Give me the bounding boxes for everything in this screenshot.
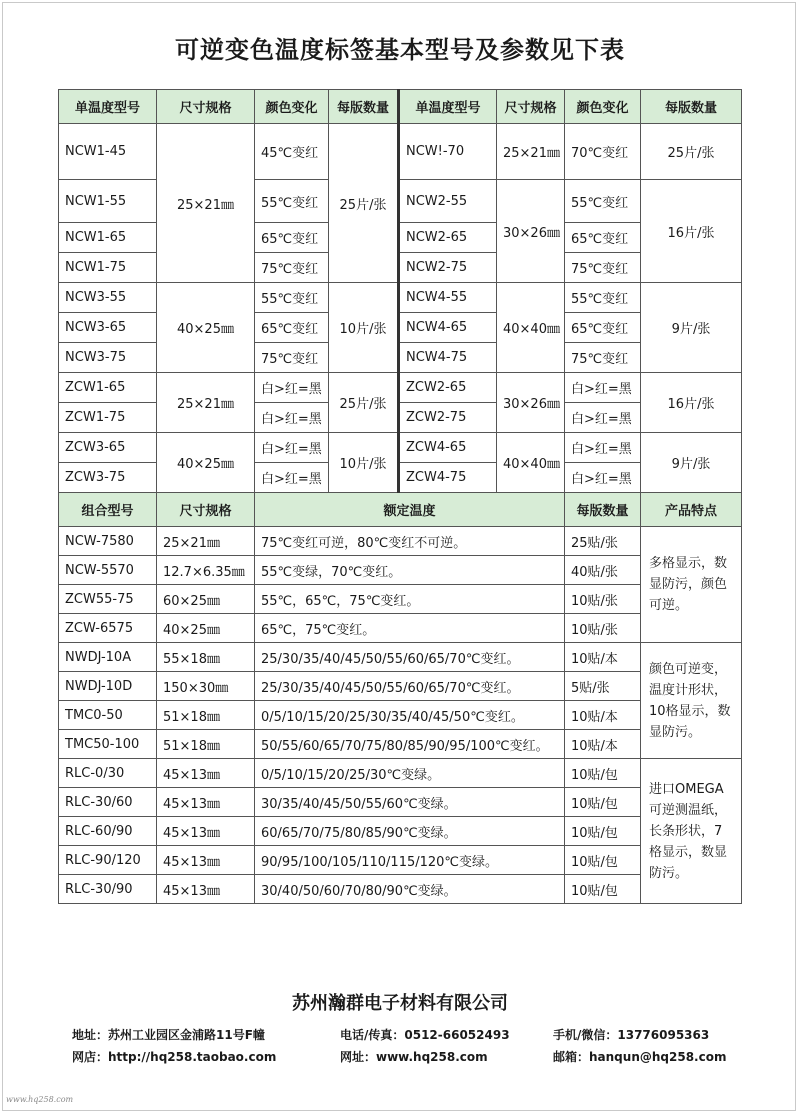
color-cell: 55℃变红 bbox=[565, 283, 641, 313]
table-row bbox=[59, 759, 742, 788]
qty-cell: 25贴/张 bbox=[565, 527, 641, 556]
model-cell: RLC-30/90 bbox=[59, 875, 157, 904]
email-link[interactable]: 邮箱：hanqun@hq258.com bbox=[553, 1050, 727, 1064]
col-header: 尺寸规格 bbox=[157, 90, 255, 124]
qty-cell: 5贴/张 bbox=[565, 672, 641, 701]
color-cell: 65℃变红 bbox=[255, 223, 329, 253]
table-row bbox=[59, 585, 742, 614]
temp-cell: 65℃，75℃变红。 bbox=[255, 614, 565, 643]
size-cell: 30×26㎜ bbox=[497, 373, 565, 433]
model-cell: NCW3-55 bbox=[59, 283, 157, 313]
qty-cell: 10贴/张 bbox=[565, 585, 641, 614]
model-cell: ZCW1-65 bbox=[59, 373, 157, 403]
temp-cell: 55℃，65℃，75℃变红。 bbox=[255, 585, 565, 614]
size-cell: 51×18㎜ bbox=[157, 701, 255, 730]
model-cell: NCW3-65 bbox=[59, 313, 157, 343]
color-cell: 55℃变红 bbox=[565, 180, 641, 223]
size-cell: 40×40㎜ bbox=[497, 433, 565, 493]
color-cell: 75℃变红 bbox=[565, 253, 641, 283]
temp-cell: 60/65/70/75/80/85/90℃变绿。 bbox=[255, 817, 565, 846]
model-cell: ZCW4-75 bbox=[399, 463, 497, 493]
model-cell: NCW4-75 bbox=[399, 343, 497, 373]
model-cell: ZCW-6575 bbox=[59, 614, 157, 643]
col-header: 额定温度 bbox=[255, 493, 565, 527]
table-row bbox=[59, 373, 742, 403]
size-cell: 45×13㎜ bbox=[157, 788, 255, 817]
color-cell: 白>红=黑 bbox=[565, 403, 641, 433]
size-cell: 55×18㎜ bbox=[157, 643, 255, 672]
size-cell: 40×40㎜ bbox=[497, 283, 565, 373]
size-cell: 25×21㎜ bbox=[497, 124, 565, 180]
color-cell: 白>红=黑 bbox=[255, 463, 329, 493]
size-cell: 40×25㎜ bbox=[157, 614, 255, 643]
model-cell: RLC-30/60 bbox=[59, 788, 157, 817]
feature-cell: 颜色可逆变，温度计形状，10格显示，数显防污。 bbox=[641, 643, 742, 759]
model-cell: ZCW2-75 bbox=[399, 403, 497, 433]
address-text: 地址：苏州工业园区金浦路11号F幢 bbox=[72, 1028, 265, 1042]
qty-cell: 10片/张 bbox=[329, 283, 399, 373]
table-row bbox=[59, 817, 742, 846]
mobile-text: 手机/微信：13776095363 bbox=[553, 1028, 710, 1042]
model-cell: NCW4-65 bbox=[399, 313, 497, 343]
col-header: 单温度型号 bbox=[399, 90, 497, 124]
qty-cell: 9片/张 bbox=[641, 433, 742, 493]
color-cell: 75℃变红 bbox=[565, 343, 641, 373]
size-cell: 45×13㎜ bbox=[157, 846, 255, 875]
model-cell: NCW-7580 bbox=[59, 527, 157, 556]
qty-cell: 25片/张 bbox=[641, 124, 742, 180]
col-header: 单温度型号 bbox=[59, 90, 157, 124]
model-cell: RLC-90/120 bbox=[59, 846, 157, 875]
temp-cell: 30/35/40/45/50/55/60℃变绿。 bbox=[255, 788, 565, 817]
model-cell: ZCW4-65 bbox=[399, 433, 497, 463]
temp-cell: 55℃变绿，70℃变红。 bbox=[255, 556, 565, 585]
size-cell: 12.7×6.35㎜ bbox=[157, 556, 255, 585]
col-header: 颜色变化 bbox=[565, 90, 641, 124]
table-row bbox=[59, 846, 742, 875]
model-cell: RLC-60/90 bbox=[59, 817, 157, 846]
color-cell: 55℃变红 bbox=[255, 180, 329, 223]
tel-text: 电话/传真：0512-66052493 bbox=[340, 1028, 510, 1042]
table-row bbox=[59, 672, 742, 701]
size-cell: 40×25㎜ bbox=[157, 433, 255, 493]
qty-cell: 10贴/本 bbox=[565, 643, 641, 672]
qty-cell: 10贴/包 bbox=[565, 817, 641, 846]
temp-cell: 75℃变红可逆，80℃变红不可逆。 bbox=[255, 527, 565, 556]
table-row bbox=[59, 701, 742, 730]
size-cell: 51×18㎜ bbox=[157, 730, 255, 759]
color-cell: 65℃变红 bbox=[565, 313, 641, 343]
size-cell: 30×26㎜ bbox=[497, 180, 565, 283]
feature-cell: 多格显示，数显防污，颜色可逆。 bbox=[641, 527, 742, 643]
table-row bbox=[59, 433, 742, 463]
size-cell: 25×21㎜ bbox=[157, 124, 255, 283]
qty-cell: 10贴/本 bbox=[565, 730, 641, 759]
qty-cell: 10贴/包 bbox=[565, 759, 641, 788]
temp-cell: 25/30/35/40/45/50/55/60/65/70℃变红。 bbox=[255, 643, 565, 672]
qty-cell: 10片/张 bbox=[329, 433, 399, 493]
col-header: 尺寸规格 bbox=[497, 90, 565, 124]
table-row bbox=[59, 283, 742, 313]
col-header: 每版数量 bbox=[565, 493, 641, 527]
qty-cell: 40贴/张 bbox=[565, 556, 641, 585]
temp-cell: 0/5/10/15/20/25/30℃变绿。 bbox=[255, 759, 565, 788]
company-name: 苏州瀚群电子材料有限公司 bbox=[292, 993, 508, 1014]
model-cell: NCW2-75 bbox=[399, 253, 497, 283]
model-cell: NWDJ-10A bbox=[59, 643, 157, 672]
qty-cell: 16片/张 bbox=[641, 373, 742, 433]
qty-cell: 10贴/包 bbox=[565, 875, 641, 904]
color-cell: 白>红=黑 bbox=[565, 463, 641, 493]
color-cell: 白>红=黑 bbox=[255, 433, 329, 463]
single-header-row bbox=[59, 90, 742, 124]
shop-link[interactable]: 网店：http://hq258.taobao.com bbox=[72, 1050, 277, 1064]
model-cell: NCW2-55 bbox=[399, 180, 497, 223]
model-cell: NCW1-75 bbox=[59, 253, 157, 283]
qty-cell: 25片/张 bbox=[329, 124, 399, 283]
size-cell: 150×30㎜ bbox=[157, 672, 255, 701]
col-header: 颜色变化 bbox=[255, 90, 329, 124]
size-cell: 45×13㎜ bbox=[157, 875, 255, 904]
col-header: 尺寸规格 bbox=[157, 493, 255, 527]
model-cell: RLC-0/30 bbox=[59, 759, 157, 788]
model-cell: ZCW2-65 bbox=[399, 373, 497, 403]
watermark: www.hq258.com bbox=[6, 1095, 74, 1104]
model-cell: NCW1-45 bbox=[59, 124, 157, 180]
color-cell: 55℃变红 bbox=[255, 283, 329, 313]
size-cell: 25×21㎜ bbox=[157, 373, 255, 433]
col-header: 产品特点 bbox=[641, 493, 742, 527]
page-title: 可逆变色温度标签基本型号及参数见下表 bbox=[175, 36, 625, 64]
model-cell: NWDJ-10D bbox=[59, 672, 157, 701]
model-cell: NCW-5570 bbox=[59, 556, 157, 585]
model-cell: NCW4-55 bbox=[399, 283, 497, 313]
table-row bbox=[59, 556, 742, 585]
color-cell: 45℃变红 bbox=[255, 124, 329, 180]
qty-cell: 10贴/张 bbox=[565, 614, 641, 643]
table-row bbox=[59, 124, 742, 180]
qty-cell: 10贴/包 bbox=[565, 788, 641, 817]
color-cell: 白>红=黑 bbox=[565, 373, 641, 403]
color-cell: 白>红=黑 bbox=[565, 433, 641, 463]
model-cell: TMC50-100 bbox=[59, 730, 157, 759]
color-cell: 65℃变红 bbox=[565, 223, 641, 253]
model-cell: ZCW55-75 bbox=[59, 585, 157, 614]
color-cell: 白>红=黑 bbox=[255, 373, 329, 403]
color-cell: 75℃变红 bbox=[255, 343, 329, 373]
spec-table bbox=[58, 89, 742, 904]
table-row bbox=[59, 614, 742, 643]
model-cell: ZCW3-65 bbox=[59, 433, 157, 463]
model-cell: NCW!-70 bbox=[399, 124, 497, 180]
model-cell: NCW3-75 bbox=[59, 343, 157, 373]
temp-cell: 25/30/35/40/45/50/55/60/65/70℃变红。 bbox=[255, 672, 565, 701]
qty-cell: 25片/张 bbox=[329, 373, 399, 433]
color-cell: 65℃变红 bbox=[255, 313, 329, 343]
model-cell: ZCW3-75 bbox=[59, 463, 157, 493]
qty-cell: 10贴/本 bbox=[565, 701, 641, 730]
temp-cell: 50/55/60/65/70/75/80/85/90/95/100℃变红。 bbox=[255, 730, 565, 759]
size-cell: 45×13㎜ bbox=[157, 817, 255, 846]
col-header: 组合型号 bbox=[59, 493, 157, 527]
color-cell: 75℃变红 bbox=[255, 253, 329, 283]
website-link[interactable]: 网址：www.hq258.com bbox=[340, 1050, 488, 1064]
col-header: 每版数量 bbox=[329, 90, 399, 124]
qty-cell: 9片/张 bbox=[641, 283, 742, 373]
size-cell: 60×25㎜ bbox=[157, 585, 255, 614]
temp-cell: 30/40/50/60/70/80/90℃变绿。 bbox=[255, 875, 565, 904]
table-row bbox=[59, 527, 742, 556]
model-cell: NCW1-65 bbox=[59, 223, 157, 253]
qty-cell: 10贴/包 bbox=[565, 846, 641, 875]
color-cell: 70℃变红 bbox=[565, 124, 641, 180]
feature-cell: 进口OMEGA可逆测温纸，长条形状，7格显示，数显防污。 bbox=[641, 759, 742, 904]
model-cell: ZCW1-75 bbox=[59, 403, 157, 433]
table-row bbox=[59, 875, 742, 904]
table-row bbox=[59, 730, 742, 759]
model-cell: NCW2-65 bbox=[399, 223, 497, 253]
temp-cell: 90/95/100/105/110/115/120℃变绿。 bbox=[255, 846, 565, 875]
combo-header-row bbox=[59, 493, 742, 527]
size-cell: 25×21㎜ bbox=[157, 527, 255, 556]
color-cell: 白>红=黑 bbox=[255, 403, 329, 433]
table-row bbox=[59, 788, 742, 817]
size-cell: 45×13㎜ bbox=[157, 759, 255, 788]
size-cell: 40×25㎜ bbox=[157, 283, 255, 373]
col-header: 每版数量 bbox=[641, 90, 742, 124]
qty-cell: 16片/张 bbox=[641, 180, 742, 283]
table-row bbox=[59, 643, 742, 672]
model-cell: TMC0-50 bbox=[59, 701, 157, 730]
model-cell: NCW1-55 bbox=[59, 180, 157, 223]
temp-cell: 0/5/10/15/20/25/30/35/40/45/50℃变红。 bbox=[255, 701, 565, 730]
